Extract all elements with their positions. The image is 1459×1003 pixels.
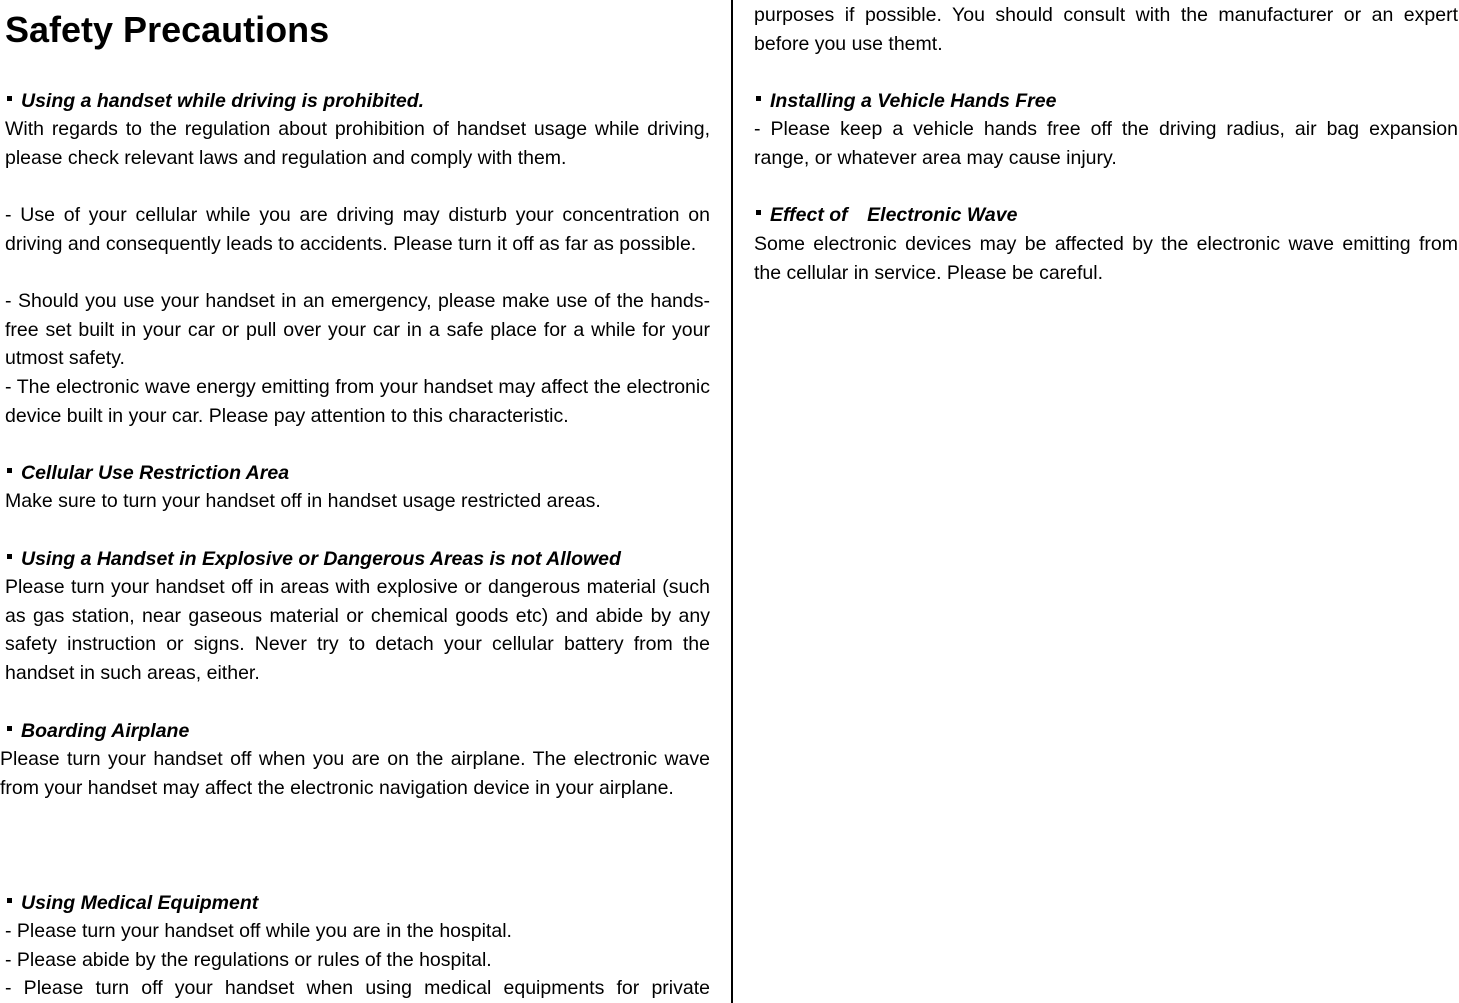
paragraph: - Please abide by the regulations or rules of the hospital. [5,949,492,971]
bullet-icon [7,898,12,903]
bullet-icon [7,726,12,731]
section-heading-restriction: Cellular Use Restriction Area [5,459,710,487]
paragraph: - Please turn off your handset when using medical equipments for private [5,977,710,999]
paragraph: With regards to the regulation about prohibition of handset usage while driving, please check relevant laws and regulation and comply with them. [5,118,710,169]
section-heading-vehicle: Installing a Vehicle Hands Free [754,87,1458,115]
bullet-icon [7,468,12,473]
paragraph: - Should you use your handset in an emergency, please make use of the hands-free set built in your car or pull over your car in a safe place for a while for your utmost safety. [5,290,710,370]
paragraph: Please turn your handset off when you are on the airplane. The electronic wave from your handset may affect the electronic navigation device in your airplane. [0,748,710,799]
section-heading-airplane: Boarding Airplane [5,717,710,745]
bullet-icon [7,96,12,101]
section-heading-driving: Using a handset while driving is prohibited. [5,87,710,115]
bullet-icon [7,554,12,559]
section-heading-explosive: Using a Handset in Explosive or Dangerous Areas is not Allowed [5,545,710,573]
paragraph: - Please turn your handset off while you are in the hospital. [5,920,512,942]
paragraph: Please turn your handset off in areas with explosive or dangerous material (such as gas station, near gaseous material or chemical goods etc) and abide by any safety instruction or signs. Never try to detach your cellular battery from the handset in such areas, either. [5,576,710,684]
paragraph: - The electronic wave energy emitting from your handset may affect the electronic device built in your car. Please pay attention to this characteristic. [5,376,710,427]
column-divider [731,0,733,1003]
paragraph: - Please keep a vehicle hands free off the driving radius, air bag expansion range, or whatever area may cause injury. [754,118,1458,169]
section-heading-medical: Using Medical Equipment [5,889,710,917]
paragraph: - Use of your cellular while you are driving may disturb your concentration on driving and consequently leads to accidents. Please turn it off as far as possible. [5,204,710,255]
paragraph: Some electronic devices may be affected by the electronic wave emitting from the cellular in service. Please be careful. [754,233,1458,284]
bullet-icon [756,210,761,215]
section-heading-wave: Effect of Electronic Wave [754,201,1458,229]
bullet-icon [756,96,761,101]
page-title: Safety Precautions [5,9,330,50]
paragraph: Make sure to turn your handset off in handset usage restricted areas. [5,490,601,512]
paragraph: purposes if possible. You should consult with the manufacturer or an expert before you use themt. [754,4,1458,55]
